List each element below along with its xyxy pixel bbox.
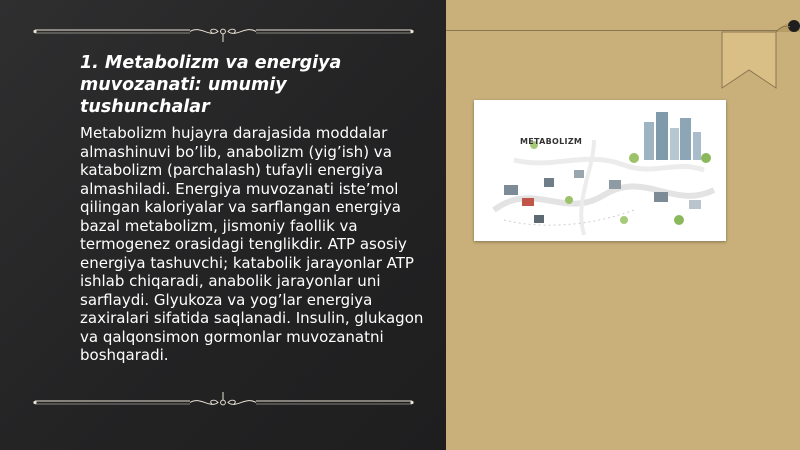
metabolism-illustration	[474, 100, 726, 241]
city-map-illustration	[474, 100, 726, 241]
slide-body-text: Metabolizm hujayra darajasida moddalar almashinuvi bo’lib, anabolizm (yig’ish) va katabolizm (parchalash) tufayli energiya almashiladi. Energiya muvozanati iste’mol qilingan kaloriyalar va sarflangan energiya bazal metabolizm, jismoniy faollik va termogenez orasidagi tenglikdir. ATP asosiy energiya tashuvchi; katabolik jarayonlar ATP ishlab chiqaradi, anabolik jarayonlar uni sarflaydi. Glyukoza va yog’lar energiya zaxiralari sifatida saqlanadi. Insulin, glukagon va qalqonsimon gormonlar muvozanatni boshqaradi.	[80, 124, 424, 364]
slide-title: 1. Metabolizm va energiya muvozanati: umumiy tushunchalar	[80, 53, 342, 117]
bookmark-ribbon-icon	[718, 18, 800, 102]
illustration-caption: METABOLIZM	[520, 137, 583, 146]
